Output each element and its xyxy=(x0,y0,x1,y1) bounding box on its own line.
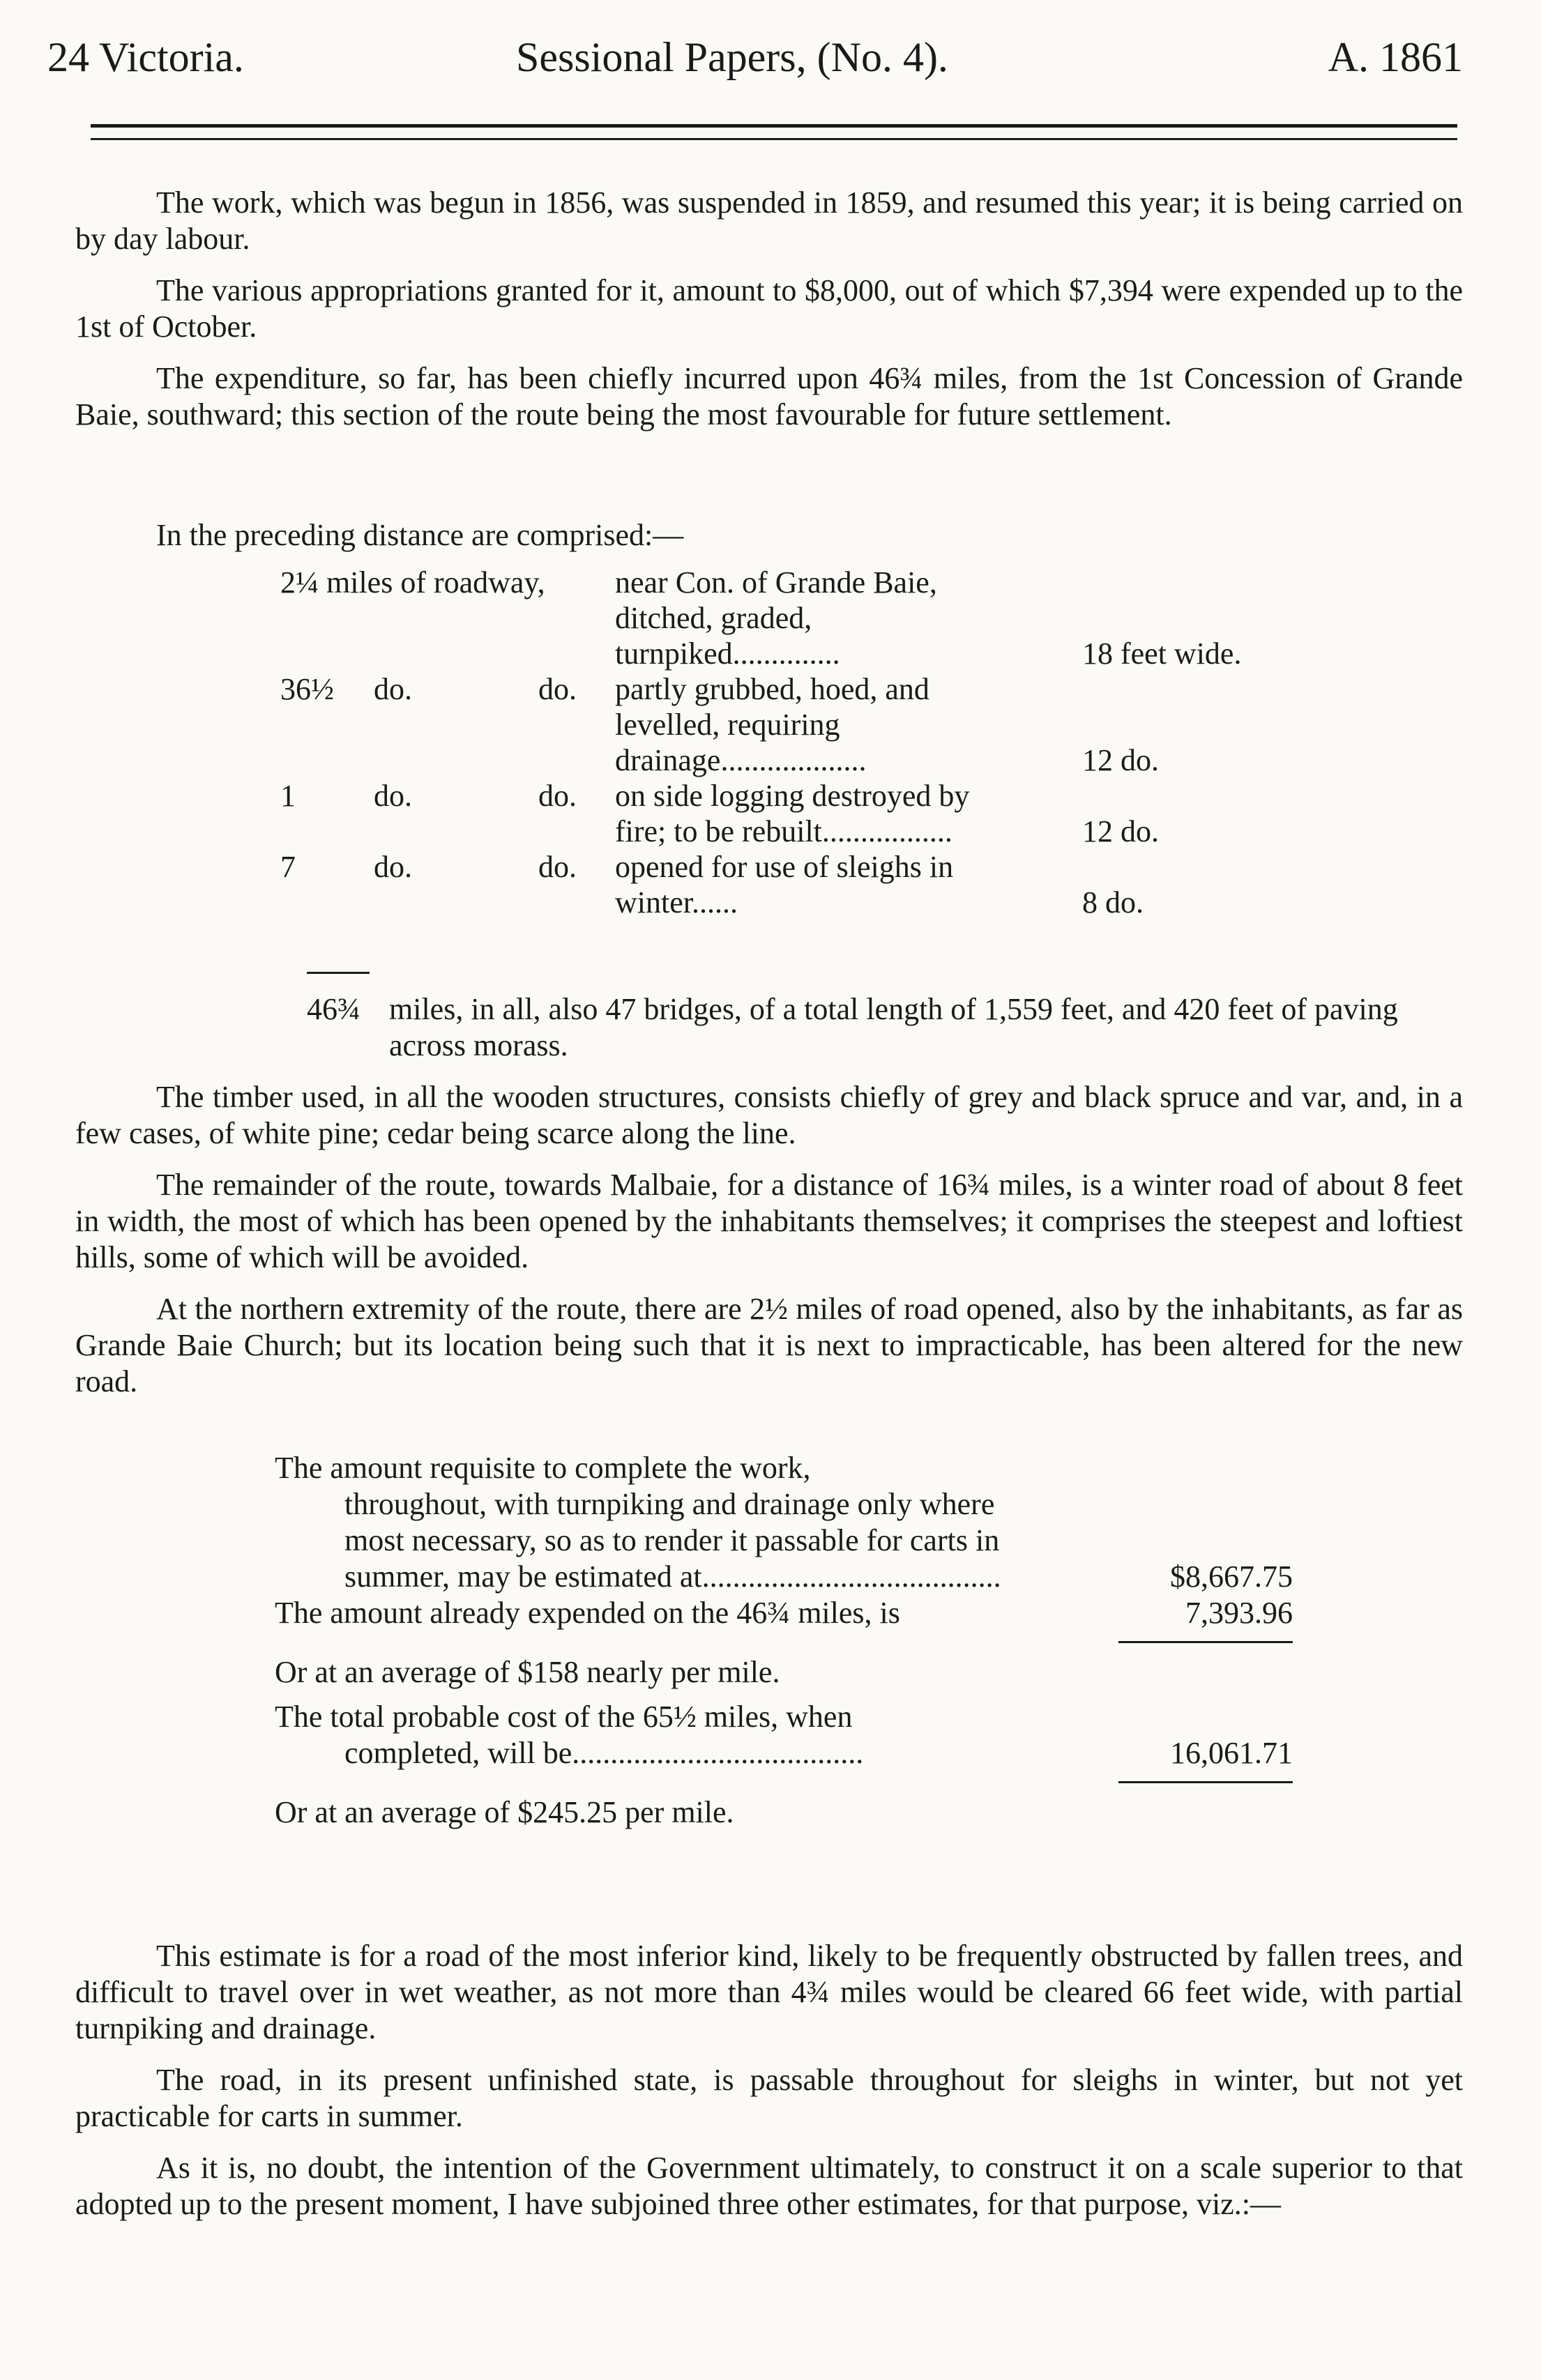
cost-label: The total probable cost of the 65½ miles, when xyxy=(275,1700,853,1734)
body-section-1 xyxy=(75,185,1463,448)
row-quantity: 1 xyxy=(280,779,296,813)
cost-amount: 16,061.71 xyxy=(1170,1736,1293,1770)
paragraph: The expenditure, so far, has been chiefly incurred upon 46¾ miles, from the 1st Concession of Grande Baie, southward; this section of the route being the most favourable for future settlement. xyxy=(75,361,1463,432)
cost-item xyxy=(275,1699,1293,1771)
average-note: Or at an average of $245.25 per mile. xyxy=(275,1795,734,1829)
total-quantity: 46¾ xyxy=(307,992,360,1026)
row-ditto: do. xyxy=(374,779,412,813)
row-description: on side logging destroyed by fire; to be rebuilt................. xyxy=(615,779,970,848)
breakdown-row xyxy=(280,671,1340,778)
header-rule-thin xyxy=(91,138,1457,140)
sum-rule xyxy=(307,972,370,974)
breakdown-intro: In the preceding distance are comprised:— xyxy=(156,518,684,552)
paragraph: The various appropriations granted for it, amount to $8,000, out of which $7,394 were expended up to the 1st of October. xyxy=(75,273,1463,344)
average-note: Or at an average of $158 nearly per mile. xyxy=(275,1655,780,1689)
row-ditto: do. xyxy=(374,850,412,884)
row-description: near Con. of Grande Baie, ditched, graded, turnpiked.............. xyxy=(615,565,937,671)
body-section-3 xyxy=(75,1938,1463,2238)
header-rule-thick xyxy=(91,124,1457,128)
row-width: 18 feet wide. xyxy=(1082,636,1242,671)
row-ditto: do. xyxy=(374,672,412,706)
cost-label: The amount already expended on the 46¾ miles, is xyxy=(275,1596,900,1630)
breakdown-row xyxy=(280,565,1340,671)
row-ditto: do. xyxy=(538,672,577,706)
row-ditto: do. xyxy=(538,779,577,813)
cost-label: The amount requisite to complete the work, xyxy=(275,1451,811,1485)
cost-estimate xyxy=(275,1450,1293,1831)
cost-label-continued: throughout, with turnpiking and drainage only where most necessary, so as to render it passable for carts in summer, may be estimated at....................................... xyxy=(344,1487,1001,1594)
row-width: 12 do. xyxy=(1082,743,1159,777)
paragraph: The remainder of the route, towards Malbaie, for a distance of 16¾ miles, is a winter road of about 8 feet in width, the most of which has been opened by the inhabitants themselves; it comprises the steepest and loftiest hills, some of which will be avoided. xyxy=(75,1168,1463,1274)
paragraph: As it is, no doubt, the intention of the Government ultimately, to construct it on a scale superior to that adopted up to the present moment, I have subjoined three other estimates, for that purpose, viz.:— xyxy=(75,2151,1463,2221)
row-quantity: 36½ xyxy=(280,672,334,706)
header-session: 24 Victoria. xyxy=(47,34,244,80)
cost-amount: 7,393.96 xyxy=(1185,1596,1293,1630)
paragraph: The road, in its present unfinished state, is passable throughout for sleighs in winter, but not yet practicable for carts in summer. xyxy=(75,2063,1463,2133)
total-text: miles, in all, also 47 bridges, of a total length of 1,559 feet, and 420 feet of paving across morass. xyxy=(389,992,1398,1062)
breakdown-row xyxy=(280,849,1340,920)
amount-rule xyxy=(1118,1641,1293,1643)
paragraph: This estimate is for a road of the most inferior kind, likely to be frequently obstructed by fallen trees, and difficult to travel over in wet weather, as not more than 4¾ miles would be cleared 66 feet wide, with partial turnpiking and drainage. xyxy=(75,1939,1463,2045)
header-title: Sessional Papers, (No. 4). xyxy=(516,34,948,80)
amount-rule xyxy=(1118,1781,1293,1783)
cost-item xyxy=(275,1595,1293,1631)
breakdown-row xyxy=(280,778,1340,849)
row-width: 12 do. xyxy=(1082,814,1159,848)
row-ditto: do. xyxy=(538,850,577,884)
breakdown-table xyxy=(280,565,1340,920)
paragraph: At the northern extremity of the route, there are 2½ miles of road opened, also by the inhabitants, as far as Grande Baie Church; but its location being such that it is next to impracticable, has been altered for the new road. xyxy=(75,1292,1463,1398)
body-section-2 xyxy=(75,1079,1463,1415)
paragraph: The work, which was begun in 1856, was suspended in 1859, and resumed this year; it is being carried on by day labour. xyxy=(75,185,1463,256)
row-description: partly grubbed, hoed, and levelled, requiring drainage................... xyxy=(615,672,929,777)
row-width: 8 do. xyxy=(1082,885,1144,920)
cost-item xyxy=(275,1450,1293,1595)
row-description: opened for use of sleighs in winter...... xyxy=(615,850,954,920)
page-header xyxy=(47,33,1463,96)
row-quantity: 7 xyxy=(280,850,296,884)
paragraph: The timber used, in all the wooden structures, consists chiefly of grey and black spruce and var, and, in a few cases, of white pine; cedar being scarce along the line. xyxy=(75,1080,1463,1150)
row-quantity: 2¼ miles of roadway, xyxy=(280,565,545,600)
header-year: A. 1861 xyxy=(1328,34,1463,80)
cost-amount: $8,667.75 xyxy=(1170,1559,1293,1594)
breakdown-total xyxy=(307,991,1464,1064)
cost-label-continued: completed, will be...................................... xyxy=(344,1736,864,1770)
